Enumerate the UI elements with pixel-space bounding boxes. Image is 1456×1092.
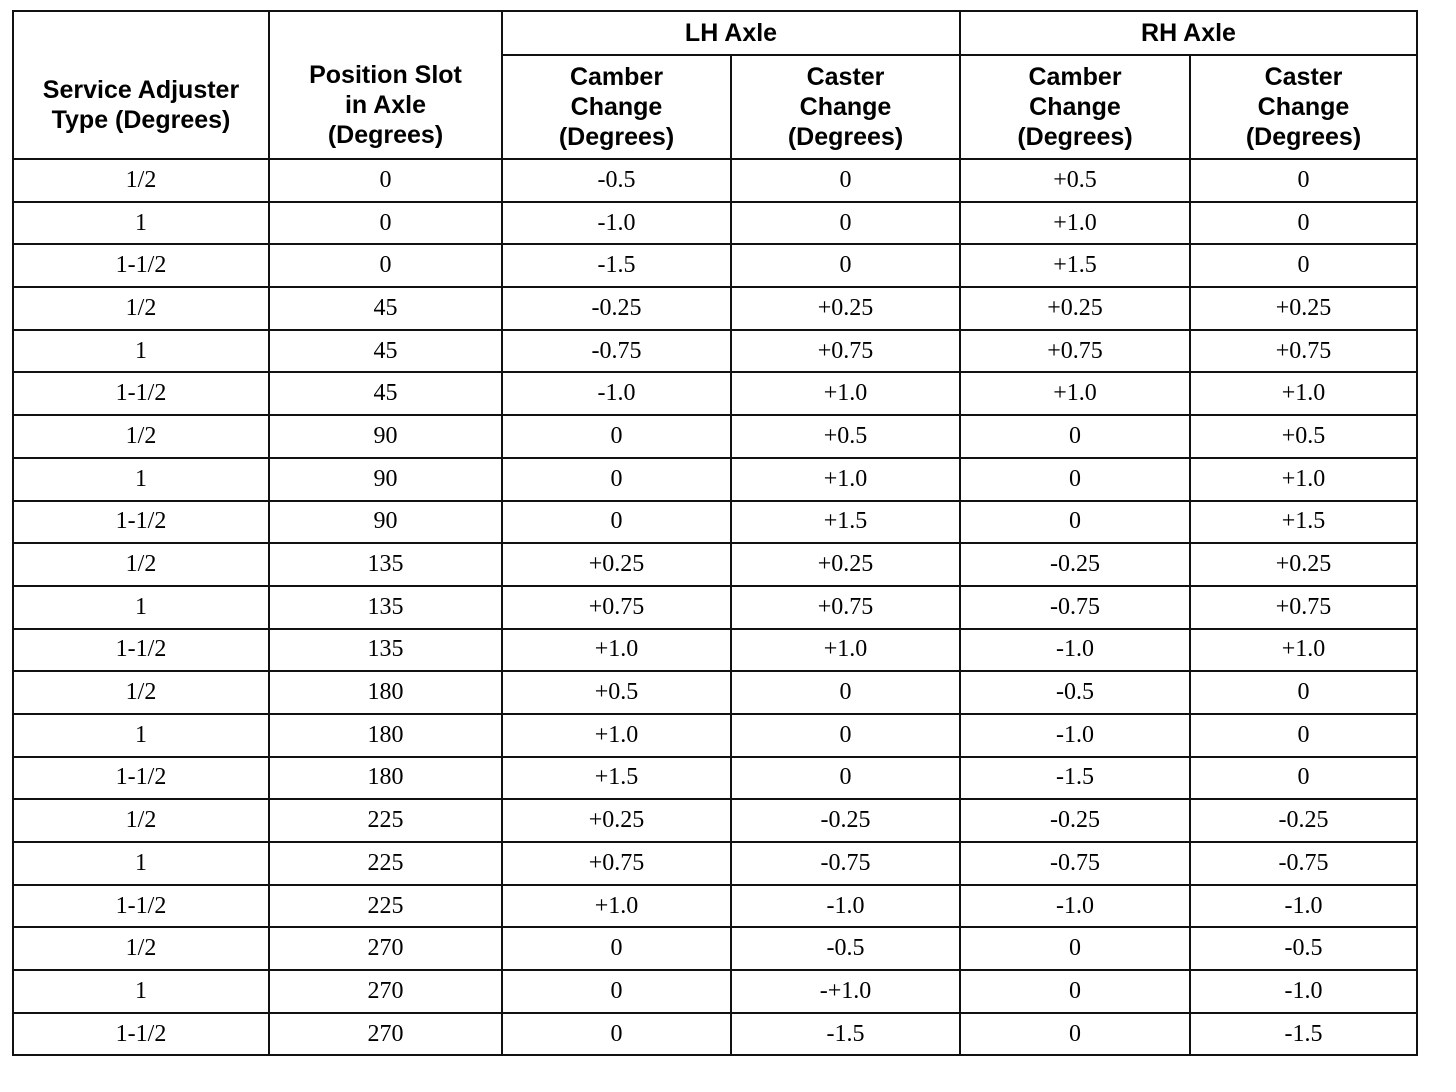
table-row — [13, 415, 1417, 458]
lh-caster-cell: -+1.0 — [731, 970, 960, 1013]
rh-caster-cell: +1.0 — [1190, 372, 1417, 415]
lh-camber-cell: +1.0 — [502, 629, 731, 672]
rh-caster-cell: +0.25 — [1190, 287, 1417, 330]
position-slot-cell: 270 — [269, 1013, 502, 1056]
table-row — [13, 244, 1417, 287]
position-slot-cell: 45 — [269, 330, 502, 373]
lh-camber-cell: -1.0 — [502, 372, 731, 415]
adjuster-type-cell: 1/2 — [13, 799, 269, 842]
lh-camber-cell: -0.5 — [502, 159, 731, 202]
rh-camber-cell: 0 — [960, 415, 1190, 458]
lh-caster-cell: 0 — [731, 244, 960, 287]
position-slot-cell: 180 — [269, 757, 502, 800]
adjuster-type-cell: 1-1/2 — [13, 244, 269, 287]
lh-camber-cell: +0.75 — [502, 842, 731, 885]
rh-caster-cell: 0 — [1190, 244, 1417, 287]
table-row — [13, 799, 1417, 842]
adjuster-type-cell: 1/2 — [13, 543, 269, 586]
lh-caster-cell: -1.5 — [731, 1013, 960, 1056]
position-slot-cell: 135 — [269, 586, 502, 629]
lh-camber-cell: -1.0 — [502, 202, 731, 245]
header-lh-axle: LH Axle — [502, 11, 960, 55]
position-slot-cell: 90 — [269, 415, 502, 458]
position-slot-cell: 225 — [269, 799, 502, 842]
rh-caster-cell: -0.5 — [1190, 927, 1417, 970]
rh-camber-cell: 0 — [960, 458, 1190, 501]
adjuster-type-cell: 1-1/2 — [13, 501, 269, 544]
adjuster-type-cell: 1 — [13, 714, 269, 757]
rh-caster-cell: -0.75 — [1190, 842, 1417, 885]
rh-caster-cell: 0 — [1190, 202, 1417, 245]
lh-caster-cell: -1.0 — [731, 885, 960, 928]
rh-camber-cell: +1.5 — [960, 244, 1190, 287]
position-slot-cell: 0 — [269, 202, 502, 245]
position-slot-cell: 270 — [269, 970, 502, 1013]
header-rh-caster: Caster Change (Degrees) — [1190, 55, 1417, 159]
rh-camber-cell: -0.5 — [960, 671, 1190, 714]
rh-camber-cell: -0.25 — [960, 543, 1190, 586]
adjuster-type-cell: 1/2 — [13, 287, 269, 330]
position-slot-cell: 0 — [269, 159, 502, 202]
adjuster-type-cell: 1-1/2 — [13, 372, 269, 415]
rh-camber-cell: -1.0 — [960, 629, 1190, 672]
rh-camber-cell: +1.0 — [960, 202, 1190, 245]
lh-camber-cell: 0 — [502, 970, 731, 1013]
rh-caster-cell: +0.75 — [1190, 586, 1417, 629]
header-adjuster-type: Service Adjuster Type (Degrees) — [13, 11, 269, 159]
header-lh-caster: Caster Change (Degrees) — [731, 55, 960, 159]
position-slot-cell: 0 — [269, 244, 502, 287]
rh-caster-cell: -1.0 — [1190, 970, 1417, 1013]
rh-camber-cell: +0.5 — [960, 159, 1190, 202]
rh-camber-cell: 0 — [960, 501, 1190, 544]
position-slot-cell: 45 — [269, 287, 502, 330]
lh-caster-cell: +1.0 — [731, 458, 960, 501]
adjuster-type-cell: 1-1/2 — [13, 885, 269, 928]
lh-camber-cell: -1.5 — [502, 244, 731, 287]
table-row — [13, 671, 1417, 714]
adjuster-table — [12, 10, 1418, 1056]
position-slot-cell: 180 — [269, 671, 502, 714]
rh-camber-cell: +1.0 — [960, 372, 1190, 415]
rh-caster-cell: 0 — [1190, 671, 1417, 714]
lh-camber-cell: +1.5 — [502, 757, 731, 800]
adjuster-type-cell: 1 — [13, 330, 269, 373]
lh-caster-cell: +0.75 — [731, 330, 960, 373]
table-row — [13, 501, 1417, 544]
table-row — [13, 458, 1417, 501]
rh-caster-cell: 0 — [1190, 757, 1417, 800]
lh-camber-cell: +0.25 — [502, 543, 731, 586]
position-slot-cell: 135 — [269, 629, 502, 672]
lh-caster-cell: +1.0 — [731, 629, 960, 672]
table-row — [13, 1013, 1417, 1056]
lh-caster-cell: +1.0 — [731, 372, 960, 415]
position-slot-cell: 180 — [269, 714, 502, 757]
table-row — [13, 885, 1417, 928]
table-body — [13, 159, 1417, 1055]
table-row — [13, 202, 1417, 245]
lh-camber-cell: 0 — [502, 415, 731, 458]
table-row — [13, 757, 1417, 800]
lh-caster-cell: 0 — [731, 202, 960, 245]
rh-camber-cell: -1.0 — [960, 885, 1190, 928]
rh-caster-cell: 0 — [1190, 159, 1417, 202]
lh-caster-cell: 0 — [731, 757, 960, 800]
table-row — [13, 586, 1417, 629]
lh-caster-cell: 0 — [731, 714, 960, 757]
rh-camber-cell: +0.75 — [960, 330, 1190, 373]
rh-caster-cell: +0.75 — [1190, 330, 1417, 373]
lh-camber-cell: -0.75 — [502, 330, 731, 373]
lh-caster-cell: +0.75 — [731, 586, 960, 629]
lh-camber-cell: +0.25 — [502, 799, 731, 842]
adjuster-type-cell: 1/2 — [13, 671, 269, 714]
lh-camber-cell: +1.0 — [502, 885, 731, 928]
lh-caster-cell: -0.25 — [731, 799, 960, 842]
adjuster-type-cell: 1-1/2 — [13, 629, 269, 672]
lh-camber-cell: +1.0 — [502, 714, 731, 757]
lh-caster-cell: +0.5 — [731, 415, 960, 458]
adjuster-type-cell: 1 — [13, 842, 269, 885]
rh-camber-cell: 0 — [960, 927, 1190, 970]
rh-camber-cell: -1.5 — [960, 757, 1190, 800]
rh-camber-cell: -1.0 — [960, 714, 1190, 757]
adjuster-type-cell: 1-1/2 — [13, 1013, 269, 1056]
lh-caster-cell: 0 — [731, 159, 960, 202]
position-slot-cell: 270 — [269, 927, 502, 970]
rh-camber-cell: 0 — [960, 1013, 1190, 1056]
position-slot-cell: 90 — [269, 501, 502, 544]
position-slot-cell: 90 — [269, 458, 502, 501]
lh-caster-cell: -0.5 — [731, 927, 960, 970]
table-row — [13, 287, 1417, 330]
rh-caster-cell: -1.5 — [1190, 1013, 1417, 1056]
rh-caster-cell: +1.0 — [1190, 458, 1417, 501]
header-position-slot: Position Slot in Axle (Degrees) — [269, 11, 502, 159]
rh-caster-cell: +0.25 — [1190, 543, 1417, 586]
rh-camber-cell: -0.75 — [960, 586, 1190, 629]
rh-caster-cell: -0.25 — [1190, 799, 1417, 842]
rh-caster-cell: 0 — [1190, 714, 1417, 757]
table-row — [13, 927, 1417, 970]
rh-caster-cell: -1.0 — [1190, 885, 1417, 928]
rh-camber-cell: 0 — [960, 970, 1190, 1013]
lh-camber-cell: 0 — [502, 501, 731, 544]
header-lh-camber: Camber Change (Degrees) — [502, 55, 731, 159]
position-slot-cell: 135 — [269, 543, 502, 586]
position-slot-cell: 225 — [269, 885, 502, 928]
rh-caster-cell: +1.0 — [1190, 629, 1417, 672]
lh-camber-cell: +0.75 — [502, 586, 731, 629]
table-row — [13, 714, 1417, 757]
lh-camber-cell: -0.25 — [502, 287, 731, 330]
lh-caster-cell: +0.25 — [731, 543, 960, 586]
lh-camber-cell: 0 — [502, 1013, 731, 1056]
rh-camber-cell: -0.75 — [960, 842, 1190, 885]
rh-camber-cell: -0.25 — [960, 799, 1190, 842]
adjuster-type-cell: 1-1/2 — [13, 757, 269, 800]
position-slot-cell: 225 — [269, 842, 502, 885]
lh-caster-cell: +1.5 — [731, 501, 960, 544]
position-slot-cell: 45 — [269, 372, 502, 415]
table-row — [13, 543, 1417, 586]
header-rh-axle: RH Axle — [960, 11, 1417, 55]
rh-camber-cell: +0.25 — [960, 287, 1190, 330]
rh-caster-cell: +0.5 — [1190, 415, 1417, 458]
lh-caster-cell: -0.75 — [731, 842, 960, 885]
table-row — [13, 842, 1417, 885]
lh-caster-cell: 0 — [731, 671, 960, 714]
table-row — [13, 159, 1417, 202]
adjuster-type-cell: 1/2 — [13, 159, 269, 202]
lh-camber-cell: 0 — [502, 458, 731, 501]
table-row — [13, 372, 1417, 415]
table-row — [13, 970, 1417, 1013]
adjuster-type-cell: 1/2 — [13, 927, 269, 970]
adjuster-type-cell: 1 — [13, 458, 269, 501]
adjuster-type-cell: 1 — [13, 202, 269, 245]
lh-caster-cell: +0.25 — [731, 287, 960, 330]
lh-camber-cell: 0 — [502, 927, 731, 970]
rh-caster-cell: +1.5 — [1190, 501, 1417, 544]
adjuster-type-cell: 1 — [13, 970, 269, 1013]
lh-camber-cell: +0.5 — [502, 671, 731, 714]
table-row — [13, 629, 1417, 672]
header-rh-camber: Camber Change (Degrees) — [960, 55, 1190, 159]
adjuster-type-cell: 1/2 — [13, 415, 269, 458]
adjuster-type-cell: 1 — [13, 586, 269, 629]
table-row — [13, 330, 1417, 373]
